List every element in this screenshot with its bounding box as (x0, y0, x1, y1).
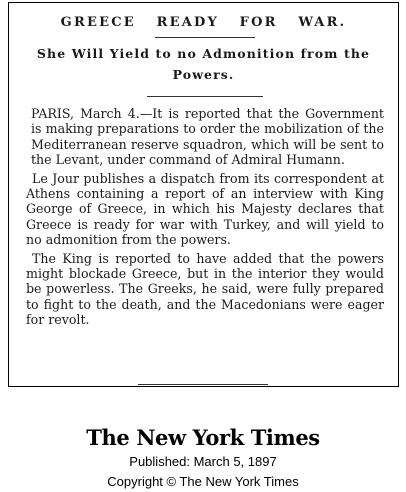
article-headline: GREECE READY FOR WAR. (60, 15, 347, 30)
article-paragraph-2: Le Jour publishes a dispatch from its correspondent at Athens containing a report of an interview with King George of Greece, in which his Majesty declares that Greece is ready for war with Turkey, and will yield to no admonition from the powers. (26, 170, 384, 248)
article-subheadline: She Will Yield to no Admonition from the Powers. (36, 46, 371, 82)
article-paragraph-1: PARIS, March 4.—It is reported that the Government is making preparations to order the mobilization of the Mediterranean reserve squadron, which will be sent to the Levant, under command of Admiral Humann. (31, 106, 384, 168)
article-paragraph-3: The King is reported to have added that the powers might blockade Greece, but in the interior they would be powerless. The Greeks, he said, were fully prepared to fight to the death, and the Macedonians were eager for revolt. (26, 250, 384, 328)
article-body (26, 106, 384, 328)
copyright-notice: Copyright © The New York Times (107, 474, 299, 489)
article-end-divider (138, 384, 268, 385)
publication-footer (0, 426, 406, 490)
published-date: Published: March 5, 1897 (129, 454, 277, 469)
headline-divider (155, 37, 255, 38)
subheadline-divider (147, 96, 263, 97)
nyt-masthead-logo: The New York Times (86, 425, 320, 450)
